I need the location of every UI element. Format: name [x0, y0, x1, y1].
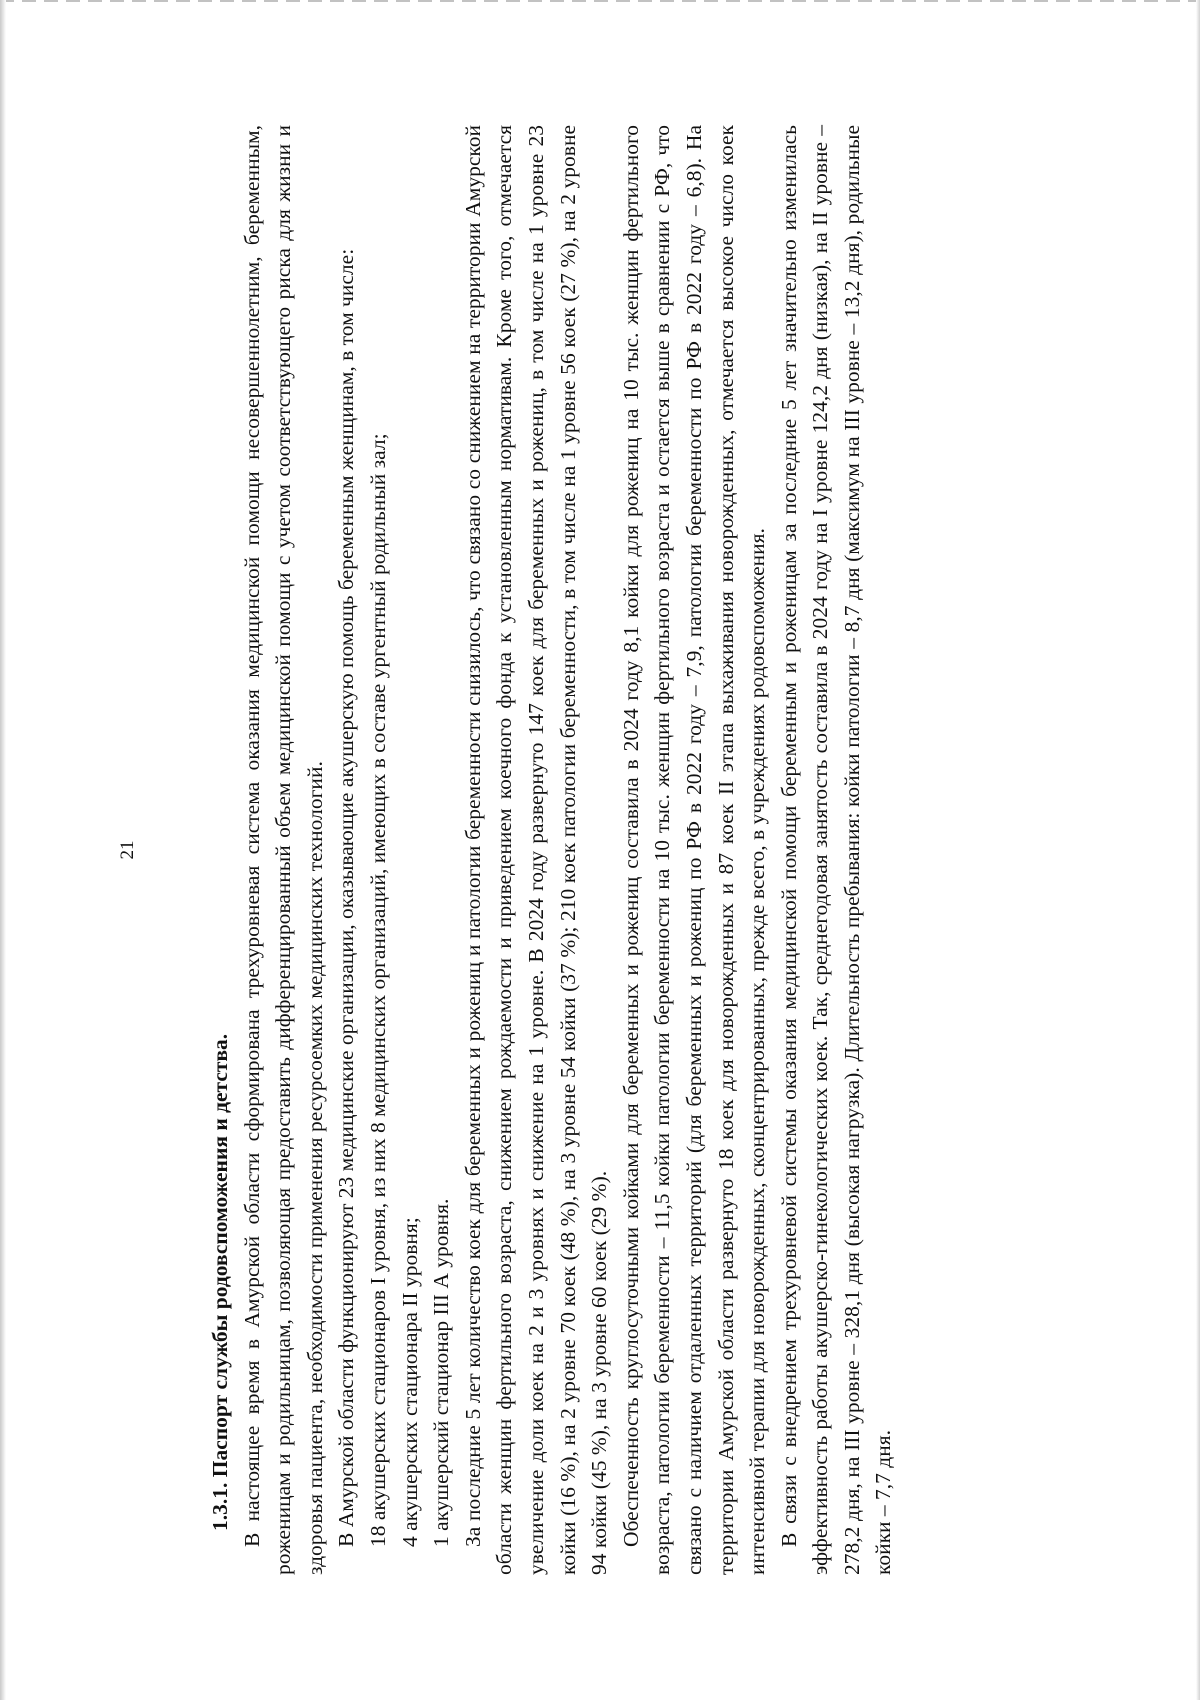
paragraph-bed-provision: Обеспеченность круглосуточными койками для беременных и рожениц составила в 2024 году 8,1 койки для рожениц на 10 тыс. женщин фертильного возраста, патологии беременности – 11,5 койки патологии беременности на 10 тыс. женщин фертильного возраста и остается выше в сравнении с РФ, что связано с наличием отдаленных территорий (для беременных и рожениц по РФ в 2022 году – 7,9, патологии беременности по РФ в 2022 году – 6,8). На территории Амурской области развернуто 18 коек для новорожденных и 87 коек II этапа выхаживания новорожденных, отмечается высокое число коек интенсивной терапии для новорожденных, сконцентрированных, прежде всего, в учреждениях родовспоможения. — [618, 125, 770, 1575]
paragraph-bed-count: За последние 5 лет количество коек для беременных и рожениц и патологии беременности снизилось, что связано со снижением на территории Амурской области женщин фертильного возраста, снижением рождаемости и приведением коечного фонда к установленным нормативам. Кроме того, отмечается увеличение доли коек на 2 и 3 уровнях и снижение на 1 уровне. В 2024 году развернуто 147 коек для беременных и рожениц, в том числе на 1 уровне 23 койки (16 %), на 2 уровне 70 коек (48 %), на 3 уровне 54 койки (37 %); 210 коек патологии беременности, в том числе на 1 уровне 56 коек (27 %), на 2 уровне 94 койки (45 %), на 3 уровне 60 коек (29 %). — [460, 125, 612, 1575]
document-page — [205, 125, 1075, 1575]
level-list — [395, 125, 458, 1575]
list-item: 4 акушерских стационара II уровня; — [397, 1217, 422, 1547]
paragraph-intro: В настоящее время в Амурской области сформирована трехуровневая система оказания медицинской помощи несовершеннолетним, беременным, роженицам и родильницам, позволяющая предоставить дифференцированный объем медицинской помощи с учетом соответствующего риска для жизни и здоровья пациента, необходимости применения ресурсоемких медицинских технологий. — [239, 125, 327, 1575]
section-heading: 1.3.1. Паспорт службы родовспоможения и детства. — [208, 1033, 232, 1531]
list-item: 1 акушерский стационар III А уровня. — [429, 1198, 454, 1547]
page-number: 21 — [117, 840, 138, 860]
paragraph-level-one: 18 акушерских стационаров I уровня, из них 8 медицинских организаций, имеющих в составе ургентный родильный зал; — [365, 433, 390, 1547]
paragraph-organizations: В Амурской области функционируют 23 медицинские организации, оказывающие акушерскую помощь беременным женщинам, в том числе: — [334, 248, 359, 1547]
scan-edge-top — [0, 0, 1200, 2]
paragraph-bed-efficiency: В связи с внедрением трехуровневой системы оказания медицинской помощи беременным и роженицам за последние 5 лет значительно изменилась эффективность работы акушерско-гинекологических коек. Так, среднегодовая занятость составила в 2024 году на I уровне 124,2 дня (низкая), на II уровне – 278,2 дня, на III уровне – 328,1 дня (высокая нагрузка). Длительность пребывания: койки патологии – 8,7 дня (максимум на III уровне – 13,2 дня), родильные койки – 7,7 дня. — [776, 125, 896, 1575]
scan-edge-right — [1196, 0, 1200, 1700]
scan-edge-left — [0, 0, 6, 1700]
